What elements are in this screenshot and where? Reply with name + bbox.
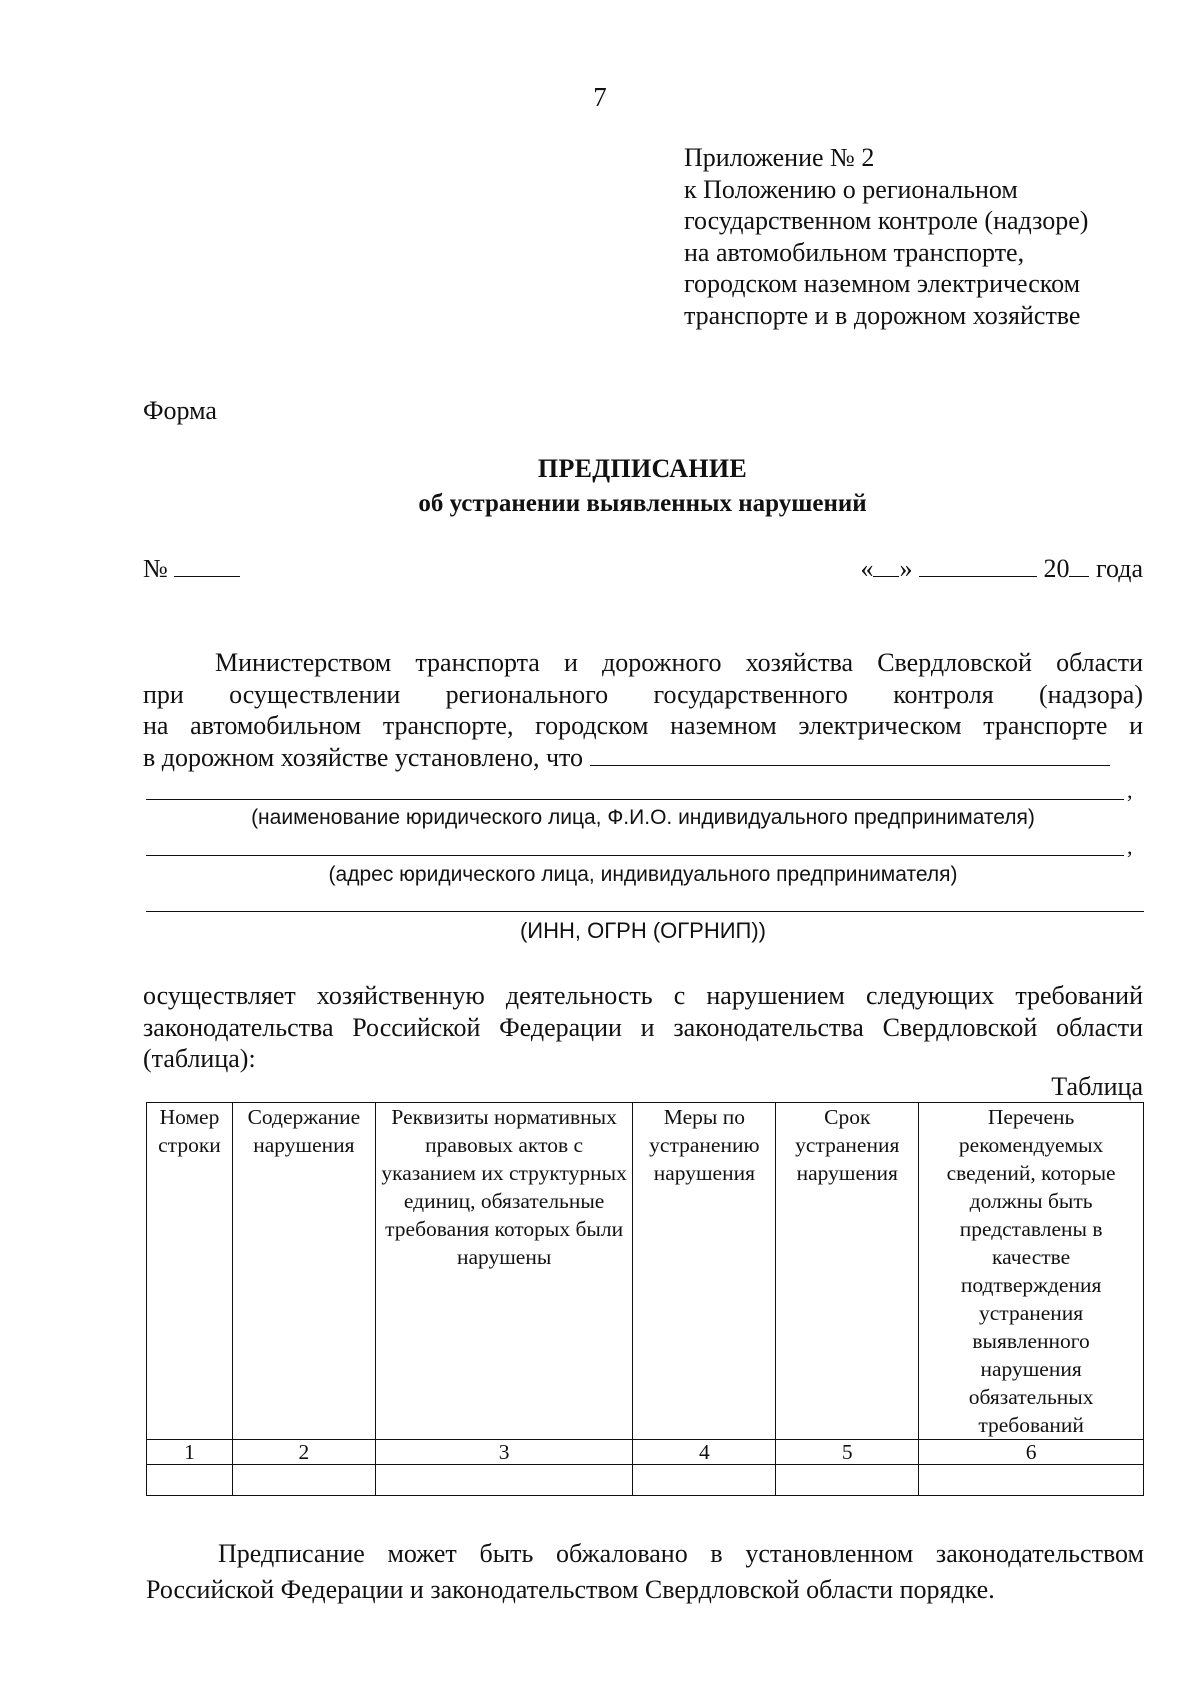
year-prefix: 20 [1043,554,1070,583]
column-number: 2 [232,1440,375,1465]
violations-table [146,1102,1144,1496]
appendix-line: на автомобильном транспорте, [684,237,1025,267]
appeal-paragraph [146,1536,1144,1608]
table-cell[interactable] [147,1465,233,1496]
address-fill-line[interactable] [146,855,1124,856]
table-column-numbers-row [147,1440,1144,1465]
appendix-line: Приложение № 2 [684,143,875,172]
appendix-line: государственном контроле (надзоре) [684,206,1089,235]
number-sign: № [143,554,168,583]
intro-line-last [143,742,1143,774]
document-date-field[interactable] [860,554,1143,584]
form-label: Форма [143,396,217,425]
column-number: 6 [919,1440,1144,1465]
table-row [147,1465,1144,1496]
intro-line: Министерством транспорта и дорожного хозяйства Свердловской области [215,648,1143,677]
appendix-line: к Положению о региональном [684,174,1018,204]
month-blank[interactable] [919,556,1037,577]
page-number: 7 [593,82,607,112]
number-blank[interactable] [174,556,240,577]
intro-paragraph [143,647,1143,773]
appeal-line: Предписание может быть обжаловано в установленном законодательством [218,1539,1144,1568]
inn-caption: (ИНН, ОГРН (ОГРНИП)) [519,918,767,943]
document-title: ПРЕДПИСАНИЕ [537,454,748,483]
name-fill-line[interactable] [146,799,1124,800]
column-number: 5 [776,1440,919,1465]
year-suffix: года [1095,554,1143,583]
appendix-header [684,142,1164,331]
appeal-line: Российской Федерации и законодательством Свердловской области порядке. [146,1575,995,1604]
column-number: 4 [633,1440,776,1465]
activity-line: законодательства Российской Федерации и законодательства Свердловской области [143,1012,1143,1042]
activity-line: (таблица): [143,1044,256,1073]
activity-line: осуществляет хозяйственную деятельность с нарушением следующих требований [143,981,1143,1010]
header-violation-content: Содержание нарушения [232,1103,375,1440]
appendix-line: транспорте и в дорожном хозяйстве [684,300,1081,330]
address-comma: , [1127,834,1133,859]
header-deadline: Срок устранения нарушения [776,1103,919,1440]
intro-line: на автомобильном транспорте, городском наземном электрическом транспорте и [143,711,1143,740]
table-label: Таблица [1051,1072,1143,1101]
document-subtitle: об устранении выявленных нарушений [418,490,867,517]
header-row-number: Номер строки [147,1103,233,1440]
intro-line: в дорожном хозяйстве установлено, что [143,742,584,772]
header-confirmation-info: Перечень рекомендуемых сведений, которые должны быть представлены в качестве подтверждения устранения выявленного нарушения обязательных требований [919,1103,1144,1440]
table-cell[interactable] [919,1465,1144,1496]
address-caption: (адрес юридического лица, индивидуального предпринимателя) [328,863,958,886]
name-caption: (наименование юридического лица, Ф.И.О. индивидуального предпринимателя) [251,806,1035,829]
table-cell[interactable] [375,1465,633,1496]
header-remedy-measures: Меры по устранению нарушения [633,1103,776,1440]
header-legal-acts: Реквизиты нормативных правовых актов с указанием их структурных единиц, обязательные требования которых были нарушены [375,1103,633,1440]
column-number: 1 [147,1440,233,1465]
established-blank[interactable] [590,745,1110,766]
document-number-field[interactable] [143,554,240,584]
appendix-line: городском наземном электрическом [684,269,1081,298]
day-blank[interactable] [873,556,899,577]
column-number: 3 [375,1440,633,1465]
table-cell[interactable] [776,1465,919,1496]
name-comma: , [1127,778,1133,803]
date-open-quote: « [860,554,874,583]
intro-line: при осуществлении регионального государственного контроля (надзора) [143,679,1143,709]
table-header-row [147,1103,1144,1440]
date-close-quote: » [899,554,913,583]
year-blank[interactable] [1069,556,1089,577]
activity-paragraph [143,980,1143,1075]
inn-fill-line[interactable] [146,911,1144,912]
table-cell[interactable] [633,1465,776,1496]
table-cell[interactable] [232,1465,375,1496]
